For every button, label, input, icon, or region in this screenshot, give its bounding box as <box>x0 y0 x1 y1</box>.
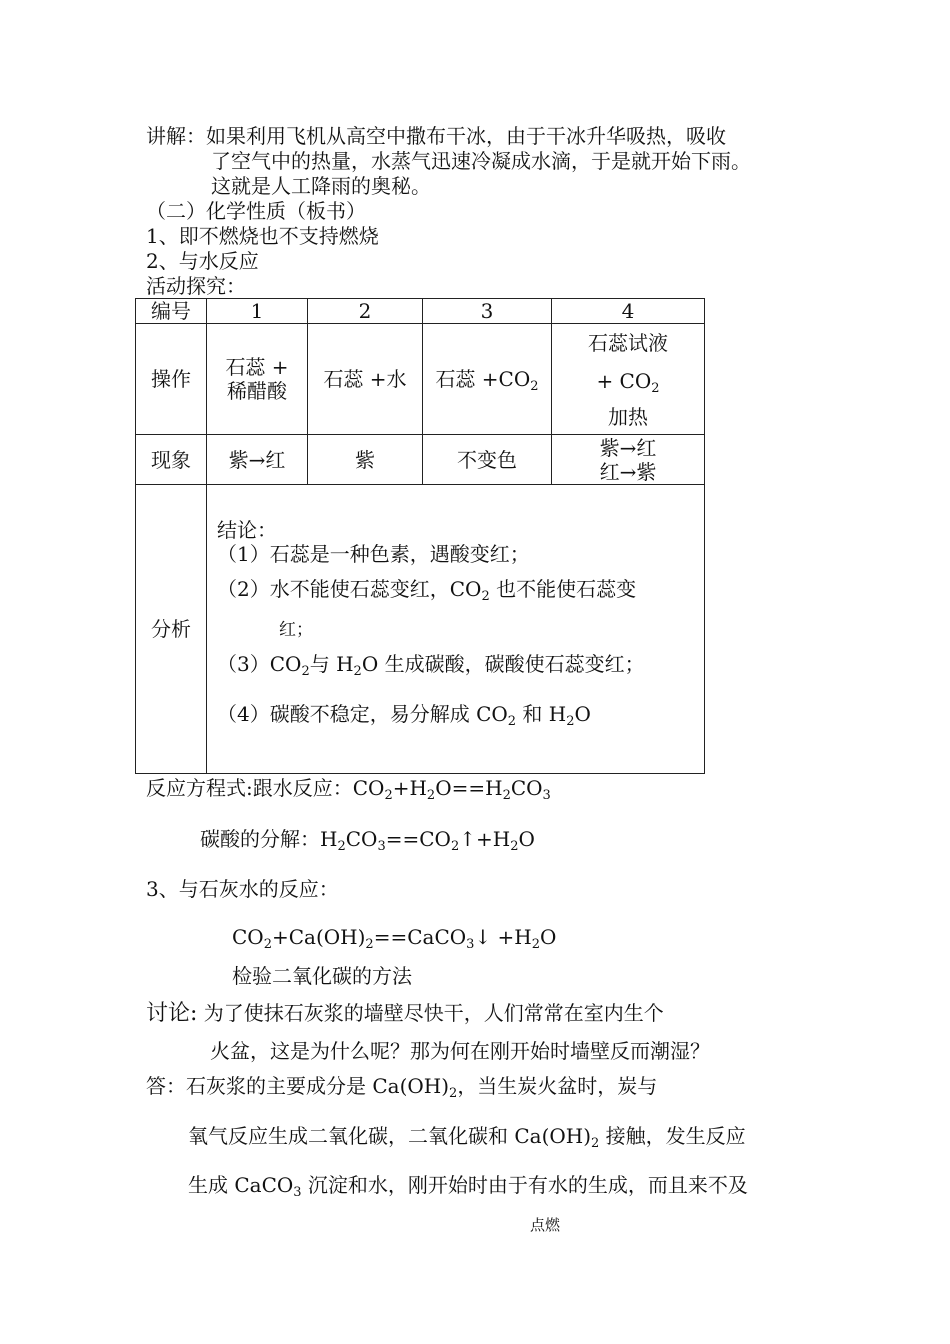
header-cell: 2 <box>308 299 423 324</box>
row-label-analysis: 分析 <box>136 485 207 774</box>
subscript: 2 <box>384 788 393 803</box>
header-cell: 3 <box>423 299 552 324</box>
equation-decomposition-a: 碳酸的分解：H <box>200 827 338 851</box>
section-heading: （二）化学性质（板书） <box>146 199 366 223</box>
intro-line-2: 了空气中的热量，水蒸气迅速冷凝成水滴，于是就开始下雨。 <box>211 149 751 173</box>
property-3: 3、与石灰水的反应： <box>146 877 339 901</box>
subscript: 2 <box>591 1136 600 1151</box>
equation-water-d: CO <box>510 776 543 800</box>
answer-line-1 <box>146 1074 658 1101</box>
phenomenon-cell-3: 不变色 <box>423 435 552 485</box>
operation-cell-3 <box>423 324 552 435</box>
answer-2-a: 氧气反应生成二氧化碳，二氧化碳和 Ca(OH) <box>188 1124 592 1148</box>
header-cell: 编号 <box>136 299 207 324</box>
equation-decomposition-b: CO <box>345 827 378 851</box>
table-header-row <box>136 299 705 324</box>
equation-water-c: O==H <box>435 776 503 800</box>
subscript: 2 <box>530 379 539 394</box>
equation-limewater <box>232 925 557 952</box>
answer-2-b: 接触，发生反应 <box>599 1124 746 1148</box>
operation-3-text: 石蕊 +CO <box>435 367 531 391</box>
conclusion-4-a: （4）碳酸不稳定，易分解成 CO <box>217 702 508 726</box>
conclusion-title: 结论： <box>217 518 277 542</box>
equation-limewater-b: +Ca(OH) <box>271 925 366 949</box>
property-1: 1、即不燃烧也不支持燃烧 <box>146 224 379 248</box>
activity-label: 活动探究： <box>146 274 246 298</box>
analysis-cell <box>207 485 705 774</box>
subscript: 2 <box>353 664 362 679</box>
conclusion-3-a: （3）CO <box>217 652 302 676</box>
subscript: 2 <box>510 839 519 854</box>
answer-3-b: 沉淀和水，刚开始时由于有水的生成，而且来不及 <box>301 1173 748 1197</box>
operation-4-line-2 <box>552 362 704 400</box>
subscript: 2 <box>531 937 541 952</box>
conclusion-1: （1）石蕊是一种色素，遇酸变红； <box>217 542 530 566</box>
subscript: 2 <box>566 714 575 729</box>
equation-limewater-a: CO <box>232 925 264 949</box>
subscript: 2 <box>337 839 346 854</box>
conclusion-2-continued: 红； <box>279 620 313 640</box>
answer-1-a: 答：石灰浆的主要成分是 Ca(OH) <box>146 1074 450 1098</box>
discussion-label: 讨论: <box>146 1001 198 1026</box>
equation-limewater-e: O <box>540 925 557 949</box>
equation-limewater-c: ==CaCO <box>373 925 467 949</box>
subscript: 2 <box>651 381 660 396</box>
answer-line-3 <box>188 1173 748 1200</box>
conclusion-4-b: 和 H <box>516 702 567 726</box>
subscript: 2 <box>481 589 490 604</box>
phenomenon-cell-1: 紫→红 <box>207 435 308 485</box>
subscript: 3 <box>377 839 386 854</box>
operation-cell-2: 石蕊 +水 <box>308 324 423 435</box>
subscript: 2 <box>449 1086 458 1101</box>
equation-water-b: +H <box>392 776 427 800</box>
table-row-operation <box>136 324 705 435</box>
equation-decomposition-c: ==CO <box>385 827 451 851</box>
subscript: 2 <box>263 937 272 952</box>
conclusion-3-b: 与 H <box>309 652 354 676</box>
equation-decomposition-d: ↑+H <box>459 827 511 851</box>
answer-line-2 <box>188 1124 746 1151</box>
subscript: 3 <box>542 788 551 803</box>
subscript: 3 <box>466 937 475 952</box>
intro-line-3: 这就是人工降雨的奥秘。 <box>211 174 431 198</box>
discussion-line-1 <box>146 1001 664 1026</box>
conclusion-4 <box>217 702 591 729</box>
table-row-analysis <box>136 485 705 774</box>
analysis-content <box>207 485 704 772</box>
subscript: 2 <box>507 714 517 729</box>
ignition-note: 点燃 <box>530 1216 561 1234</box>
phenomenon-cell-4 <box>552 435 705 485</box>
operation-cell-1 <box>207 324 308 435</box>
subscript: 2 <box>502 788 511 803</box>
subscript: 2 <box>426 788 436 803</box>
row-label-phenomenon: 现象 <box>136 435 207 485</box>
conclusion-2-a: （2）水不能使石蕊变红，CO <box>217 577 482 601</box>
operation-4-text: + CO <box>596 369 652 393</box>
answer-3-a: 生成 CaCO <box>188 1173 294 1197</box>
operation-1-line-2: 稀醋酸 <box>227 379 287 403</box>
discussion-text-1: 为了使抹石灰浆的墙壁尽快干，人们常常在室内生个 <box>197 1001 664 1025</box>
phenomenon-4-line-1: 紫→红 <box>599 435 657 460</box>
conclusion-3 <box>217 652 645 679</box>
equation-decomposition-e: O <box>518 827 535 851</box>
operation-4-line-1: 石蕊试液 <box>588 331 668 355</box>
row-label-operation: 操作 <box>136 324 207 435</box>
operation-1-line-1: 石蕊 + <box>225 355 289 379</box>
table-row-phenomenon <box>136 435 705 485</box>
header-cell: 4 <box>552 299 705 324</box>
subscript: 2 <box>301 664 310 679</box>
header-cell: 1 <box>207 299 308 324</box>
experiment-table <box>135 298 705 774</box>
property-2: 2、与水反应 <box>146 249 259 273</box>
equation-water <box>146 776 551 803</box>
phenomenon-cell-2: 紫 <box>308 435 423 485</box>
equation-decomposition <box>200 827 535 854</box>
conclusion-3-c: O 生成碳酸，碳酸使石蕊变红； <box>361 652 645 676</box>
subscript: 2 <box>450 839 460 854</box>
conclusion-4-c: O <box>574 702 591 726</box>
discussion-line-2: 火盆，这是为什么呢？那为何在刚开始时墙壁反而潮湿？ <box>210 1039 710 1063</box>
test-method: 检验二氧化碳的方法 <box>232 964 412 988</box>
subscript: 2 <box>365 937 374 952</box>
equation-water-a: 反应方程式:跟水反应：CO <box>146 776 385 800</box>
intro-line-1: 讲解：如果利用飞机从高空中撒布干冰，由于干冰升华吸热，吸收 <box>146 124 726 148</box>
conclusion-2-b: 也不能使石蕊变 <box>489 577 637 601</box>
answer-1-b: ，当生炭火盆时，炭与 <box>457 1074 658 1098</box>
phenomenon-4-line-2: 红→紫 <box>599 459 657 484</box>
operation-4-line-3: 加热 <box>608 405 648 429</box>
subscript: 3 <box>293 1185 302 1200</box>
operation-cell-4 <box>552 324 705 435</box>
equation-limewater-d: ↓ +H <box>474 925 532 949</box>
conclusion-2 <box>217 577 637 604</box>
